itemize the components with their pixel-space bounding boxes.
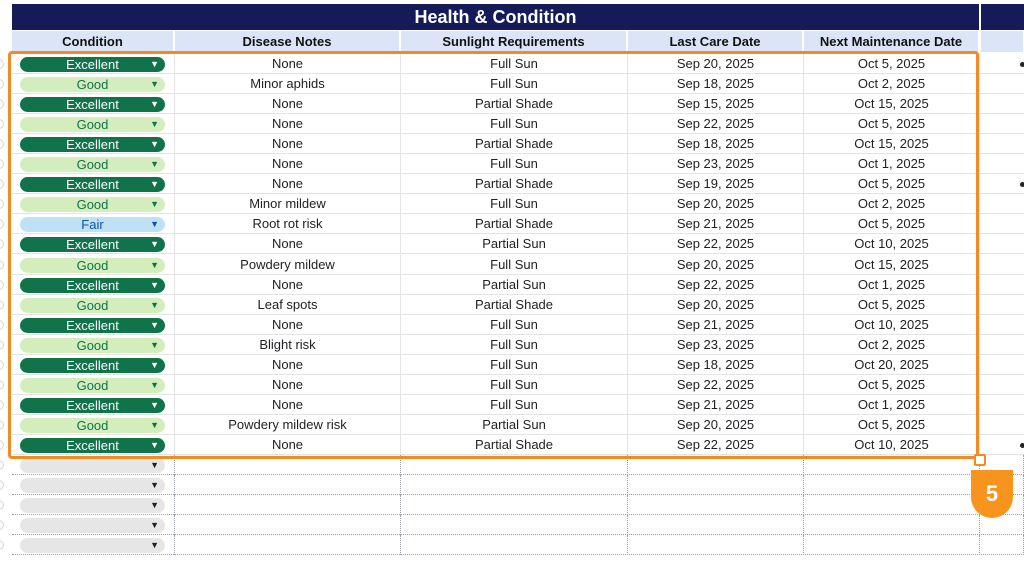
chevron-down-icon[interactable]: ▼ xyxy=(150,259,159,270)
next-maintenance-date-cell[interactable]: Oct 10, 2025 xyxy=(804,315,980,335)
sunlight-cell[interactable]: Full Sun xyxy=(401,395,628,415)
condition-dropdown[interactable] xyxy=(20,177,165,192)
condition-cell[interactable] xyxy=(12,435,175,455)
next-maintenance-date-cell[interactable]: Oct 5, 2025 xyxy=(804,214,980,234)
condition-value: Excellent xyxy=(66,177,119,193)
row-marker-icon xyxy=(0,99,4,109)
disease-notes-cell[interactable]: None xyxy=(175,435,401,455)
chevron-down-icon[interactable]: ▼ xyxy=(150,59,159,69)
condition-value: Excellent xyxy=(66,317,119,333)
table-row xyxy=(12,375,1024,395)
condition-cell[interactable] xyxy=(12,94,175,114)
chevron-down-icon[interactable]: ▼ xyxy=(150,540,159,551)
header-next-maintenance-date[interactable]: Next Maintenance Date xyxy=(804,31,979,52)
disease-notes-cell[interactable]: Minor aphids xyxy=(175,74,401,94)
condition-cell[interactable] xyxy=(12,214,175,234)
chevron-down-icon[interactable]: ▼ xyxy=(150,460,159,470)
next-column-cell[interactable] xyxy=(981,435,1024,455)
next-column-cell[interactable] xyxy=(981,134,1024,154)
table-row xyxy=(12,214,1024,234)
chevron-down-icon[interactable]: ▼ xyxy=(150,439,159,450)
last-care-date-cell[interactable]: Sep 23, 2025 xyxy=(628,154,804,174)
condition-dropdown[interactable] xyxy=(20,458,165,473)
next-maintenance-date-cell[interactable]: Oct 2, 2025 xyxy=(804,74,980,94)
condition-value: Good xyxy=(76,297,109,313)
last-care-date-cell[interactable]: Sep 15, 2025 xyxy=(628,94,804,114)
row-marker-icon xyxy=(0,119,4,129)
next-maintenance-date-cell[interactable]: Oct 1, 2025 xyxy=(804,275,980,295)
row-marker-icon xyxy=(0,340,4,350)
condition-dropdown[interactable] xyxy=(20,478,165,493)
last-care-date-cell[interactable]: Sep 21, 2025 xyxy=(628,315,804,335)
row-marker-icon xyxy=(0,360,4,370)
table-row xyxy=(12,255,1024,275)
condition-value: Fair xyxy=(81,217,104,233)
next-maintenance-date-cell[interactable]: Oct 5, 2025 xyxy=(804,295,980,315)
section-title-next xyxy=(981,4,1024,30)
condition-dropdown[interactable] xyxy=(20,197,165,212)
sunlight-cell[interactable]: Full Sun xyxy=(401,335,628,355)
chevron-down-icon[interactable]: ▼ xyxy=(150,219,159,230)
table-row xyxy=(12,54,1024,74)
next-column-cell[interactable] xyxy=(981,275,1024,295)
disease-notes-cell[interactable]: None xyxy=(175,355,401,375)
condition-dropdown[interactable] xyxy=(20,217,165,232)
row-marker-icon xyxy=(0,139,4,149)
next-column-cell[interactable] xyxy=(981,54,1024,74)
disease-notes-cell[interactable] xyxy=(175,475,401,495)
condition-cell[interactable] xyxy=(12,54,175,74)
sunlight-cell[interactable]: Full Sun xyxy=(401,255,628,275)
overflow-marker-icon xyxy=(1020,182,1024,187)
empty-table-row xyxy=(12,535,1024,555)
next-maintenance-date-cell[interactable]: Oct 2, 2025 xyxy=(804,335,980,355)
empty-table-row xyxy=(12,515,1024,535)
next-column-cell[interactable] xyxy=(981,74,1024,94)
condition-value: Excellent xyxy=(66,57,119,72)
condition-value: Good xyxy=(76,337,109,353)
condition-value: Excellent xyxy=(66,137,119,153)
condition-dropdown[interactable] xyxy=(20,498,165,513)
condition-dropdown[interactable] xyxy=(20,538,165,553)
header-last-care-date[interactable]: Last Care Date xyxy=(628,31,803,52)
condition-cell[interactable] xyxy=(12,395,175,415)
next-maintenance-date-cell[interactable]: Oct 2, 2025 xyxy=(804,194,980,214)
next-column-cell[interactable] xyxy=(981,335,1024,355)
sunlight-cell[interactable] xyxy=(401,455,628,475)
next-maintenance-date-cell[interactable] xyxy=(804,535,980,555)
row-marker-icon xyxy=(0,500,4,510)
sunlight-cell[interactable]: Partial Shade xyxy=(401,134,628,154)
disease-notes-cell[interactable]: None xyxy=(175,154,401,174)
sunlight-cell[interactable]: Full Sun xyxy=(401,154,628,174)
last-care-date-cell[interactable]: Sep 20, 2025 xyxy=(628,194,804,214)
next-column-cell[interactable] xyxy=(981,295,1024,315)
empty-table-row xyxy=(12,495,1024,515)
sunlight-cell[interactable] xyxy=(401,515,628,535)
table-row xyxy=(12,335,1024,355)
next-column-cell[interactable] xyxy=(981,94,1024,114)
disease-notes-cell[interactable]: None xyxy=(175,275,401,295)
table-row xyxy=(12,415,1024,435)
condition-dropdown[interactable] xyxy=(20,237,165,252)
condition-dropdown[interactable] xyxy=(20,418,165,433)
disease-notes-cell[interactable] xyxy=(175,495,401,515)
sunlight-cell[interactable] xyxy=(401,475,628,495)
next-maintenance-date-cell[interactable]: Oct 1, 2025 xyxy=(804,154,980,174)
table-row xyxy=(12,174,1024,194)
condition-cell[interactable] xyxy=(12,315,175,335)
next-column-cell[interactable] xyxy=(981,375,1024,395)
last-care-date-cell[interactable]: Sep 18, 2025 xyxy=(628,74,804,94)
sunlight-cell[interactable]: Partial Sun xyxy=(401,275,628,295)
next-column-cell[interactable] xyxy=(981,174,1024,194)
row-marker-icon xyxy=(0,400,4,410)
overflow-marker-icon xyxy=(1020,62,1024,67)
next-maintenance-date-cell[interactable]: Oct 5, 2025 xyxy=(804,114,980,134)
left-column-edge xyxy=(0,52,12,566)
row-marker-icon xyxy=(0,440,4,450)
table-row xyxy=(12,275,1024,295)
sunlight-cell[interactable]: Full Sun xyxy=(401,194,628,214)
next-maintenance-date-cell[interactable] xyxy=(804,515,980,535)
last-care-date-cell[interactable] xyxy=(628,495,804,515)
condition-dropdown[interactable] xyxy=(20,278,165,293)
disease-notes-cell[interactable]: None xyxy=(175,134,401,154)
condition-cell[interactable] xyxy=(12,415,175,435)
condition-cell[interactable] xyxy=(12,375,175,395)
next-column-cell[interactable] xyxy=(981,114,1024,134)
sunlight-cell[interactable]: Full Sun xyxy=(401,74,628,94)
header-disease-notes[interactable]: Disease Notes xyxy=(175,31,400,52)
table-row xyxy=(12,435,1024,455)
disease-notes-cell[interactable]: Blight risk xyxy=(175,335,401,355)
condition-cell[interactable] xyxy=(12,475,175,495)
row-marker-icon xyxy=(0,179,4,189)
last-care-date-cell[interactable]: Sep 20, 2025 xyxy=(628,54,804,74)
last-care-date-cell[interactable]: Sep 22, 2025 xyxy=(628,114,804,134)
last-care-date-cell[interactable]: Sep 20, 2025 xyxy=(628,295,804,315)
condition-cell[interactable] xyxy=(12,174,175,194)
condition-cell[interactable] xyxy=(12,535,175,555)
sunlight-cell[interactable]: Partial Shade xyxy=(401,94,628,114)
chevron-down-icon[interactable]: ▼ xyxy=(150,159,159,170)
last-care-date-cell[interactable]: Sep 19, 2025 xyxy=(628,174,804,194)
condition-value: Excellent xyxy=(66,437,119,453)
chevron-down-icon[interactable]: ▼ xyxy=(150,279,159,290)
chevron-down-icon[interactable]: ▼ xyxy=(150,79,159,90)
next-column-cell[interactable] xyxy=(981,535,1024,555)
disease-notes-cell[interactable]: None xyxy=(175,174,401,194)
last-care-date-cell[interactable]: Sep 21, 2025 xyxy=(628,214,804,234)
sunlight-cell[interactable]: Full Sun xyxy=(401,54,628,74)
chevron-down-icon[interactable]: ▼ xyxy=(150,139,159,150)
disease-notes-cell[interactable] xyxy=(175,535,401,555)
empty-table-row xyxy=(12,475,1024,495)
row-marker-icon xyxy=(0,260,4,270)
chevron-down-icon[interactable]: ▼ xyxy=(150,299,159,310)
next-column-cell[interactable] xyxy=(981,395,1024,415)
next-column-cell[interactable] xyxy=(981,214,1024,234)
disease-notes-cell[interactable]: None xyxy=(175,94,401,114)
condition-dropdown[interactable] xyxy=(20,518,165,533)
last-care-date-cell[interactable]: Sep 23, 2025 xyxy=(628,335,804,355)
row-marker-icon xyxy=(0,520,4,530)
chevron-down-icon[interactable]: ▼ xyxy=(150,419,159,430)
row-marker-icon xyxy=(0,219,4,229)
condition-dropdown[interactable] xyxy=(20,258,165,273)
condition-dropdown[interactable] xyxy=(20,318,165,333)
table-row xyxy=(12,74,1024,94)
disease-notes-cell[interactable]: None xyxy=(175,54,401,74)
next-maintenance-date-cell[interactable]: Oct 15, 2025 xyxy=(804,134,980,154)
chevron-down-icon[interactable]: ▼ xyxy=(150,359,159,370)
chevron-down-icon[interactable]: ▼ xyxy=(150,319,159,330)
condition-cell[interactable] xyxy=(12,455,175,475)
condition-cell[interactable] xyxy=(12,234,175,254)
condition-cell[interactable] xyxy=(12,335,175,355)
next-maintenance-date-cell[interactable] xyxy=(804,455,980,475)
chevron-down-icon[interactable]: ▼ xyxy=(150,239,159,250)
last-care-date-cell[interactable] xyxy=(628,455,804,475)
disease-notes-cell[interactable]: Powdery mildew risk xyxy=(175,415,401,435)
chevron-down-icon[interactable]: ▼ xyxy=(150,339,159,350)
row-marker-icon xyxy=(0,540,4,550)
annotation-badge: 5 xyxy=(971,470,1013,518)
condition-value: Good xyxy=(76,377,109,393)
condition-cell[interactable] xyxy=(12,194,175,214)
last-care-date-cell[interactable]: Sep 22, 2025 xyxy=(628,375,804,395)
condition-cell[interactable] xyxy=(12,154,175,174)
condition-cell[interactable] xyxy=(12,275,175,295)
disease-notes-cell[interactable]: Leaf spots xyxy=(175,295,401,315)
next-maintenance-date-cell[interactable] xyxy=(804,475,980,495)
next-maintenance-date-cell[interactable]: Oct 15, 2025 xyxy=(804,94,980,114)
next-maintenance-date-cell[interactable]: Oct 5, 2025 xyxy=(804,174,980,194)
next-column-cell[interactable] xyxy=(981,515,1024,535)
next-maintenance-date-cell[interactable]: Oct 5, 2025 xyxy=(804,54,980,74)
chevron-down-icon[interactable]: ▼ xyxy=(150,500,159,511)
header-sunlight[interactable]: Sunlight Requirements xyxy=(401,31,627,52)
row-marker-icon xyxy=(0,239,4,249)
condition-dropdown[interactable] xyxy=(20,378,165,393)
last-care-date-cell[interactable]: Sep 22, 2025 xyxy=(628,435,804,455)
disease-notes-cell[interactable]: None xyxy=(175,375,401,395)
section-title: Health & Condition xyxy=(12,4,979,30)
condition-value: Excellent xyxy=(66,277,119,293)
next-maintenance-date-cell[interactable]: Oct 15, 2025 xyxy=(804,255,980,275)
next-maintenance-date-cell[interactable]: Oct 10, 2025 xyxy=(804,234,980,254)
disease-notes-cell[interactable] xyxy=(175,515,401,535)
disease-notes-cell[interactable]: Root rot risk xyxy=(175,214,401,234)
next-column-cell[interactable] xyxy=(981,255,1024,275)
condition-dropdown[interactable] xyxy=(20,77,165,92)
condition-value: Excellent xyxy=(66,97,119,113)
condition-dropdown[interactable] xyxy=(20,157,165,172)
condition-cell[interactable] xyxy=(12,515,175,535)
header-next-column[interactable] xyxy=(981,31,1024,52)
condition-cell[interactable] xyxy=(12,114,175,134)
condition-cell[interactable] xyxy=(12,355,175,375)
table-row xyxy=(12,194,1024,214)
next-column-cell[interactable] xyxy=(981,415,1024,435)
row-marker-icon xyxy=(0,280,4,290)
last-care-date-cell[interactable]: Sep 20, 2025 xyxy=(628,255,804,275)
row-marker-icon xyxy=(0,420,4,430)
last-care-date-cell[interactable] xyxy=(628,515,804,535)
sunlight-cell[interactable]: Partial Sun xyxy=(401,234,628,254)
row-marker-icon xyxy=(0,199,4,209)
last-care-date-cell[interactable]: Sep 21, 2025 xyxy=(628,395,804,415)
last-care-date-cell[interactable]: Sep 22, 2025 xyxy=(628,234,804,254)
condition-dropdown[interactable] xyxy=(20,57,165,72)
selection-resize-handle[interactable] xyxy=(974,454,986,466)
table-row xyxy=(12,134,1024,154)
next-maintenance-date-cell[interactable]: Oct 5, 2025 xyxy=(804,375,980,395)
condition-value: Good xyxy=(76,117,109,133)
condition-cell[interactable] xyxy=(12,134,175,154)
sunlight-cell[interactable] xyxy=(401,495,628,515)
table-row xyxy=(12,234,1024,254)
row-marker-icon xyxy=(0,300,4,310)
last-care-date-cell[interactable] xyxy=(628,475,804,495)
table-row xyxy=(12,114,1024,134)
condition-dropdown[interactable] xyxy=(20,298,165,313)
condition-cell[interactable] xyxy=(12,74,175,94)
condition-dropdown[interactable] xyxy=(20,398,165,413)
condition-dropdown[interactable] xyxy=(20,358,165,373)
condition-dropdown[interactable] xyxy=(20,117,165,132)
table-row xyxy=(12,94,1024,114)
condition-value: Good xyxy=(76,157,109,173)
next-maintenance-date-cell[interactable] xyxy=(804,495,980,515)
empty-table-row xyxy=(12,455,1024,475)
header-condition[interactable]: Condition xyxy=(12,31,174,52)
next-column-cell[interactable] xyxy=(981,315,1024,335)
sunlight-cell[interactable]: Partial Shade xyxy=(401,214,628,234)
sunlight-cell[interactable]: Full Sun xyxy=(401,355,628,375)
table-row xyxy=(12,295,1024,315)
condition-dropdown[interactable] xyxy=(20,338,165,353)
disease-notes-cell[interactable]: None xyxy=(175,114,401,134)
condition-dropdown[interactable] xyxy=(20,97,165,112)
row-marker-icon xyxy=(0,460,4,470)
sunlight-cell[interactable]: Full Sun xyxy=(401,375,628,395)
sunlight-cell[interactable]: Partial Shade xyxy=(401,174,628,194)
row-marker-icon xyxy=(0,480,4,490)
row-marker-icon xyxy=(0,380,4,390)
condition-dropdown[interactable] xyxy=(20,438,165,453)
chevron-down-icon[interactable]: ▼ xyxy=(150,480,159,491)
last-care-date-cell[interactable]: Sep 18, 2025 xyxy=(628,355,804,375)
next-column-cell[interactable] xyxy=(981,234,1024,254)
row-marker-icon xyxy=(0,59,4,69)
table-row xyxy=(12,355,1024,375)
sunlight-cell[interactable]: Full Sun xyxy=(401,114,628,134)
chevron-down-icon[interactable]: ▼ xyxy=(150,399,159,410)
table-row xyxy=(12,154,1024,174)
disease-notes-cell[interactable]: Powdery mildew xyxy=(175,255,401,275)
last-care-date-cell[interactable]: Sep 20, 2025 xyxy=(628,415,804,435)
chevron-down-icon[interactable]: ▼ xyxy=(150,99,159,110)
row-marker-icon xyxy=(0,320,4,330)
sunlight-cell[interactable] xyxy=(401,535,628,555)
sunlight-cell[interactable]: Partial Shade xyxy=(401,435,628,455)
row-marker-icon xyxy=(0,159,4,169)
condition-dropdown[interactable] xyxy=(20,137,165,152)
condition-value: Good xyxy=(76,77,109,93)
disease-notes-cell[interactable] xyxy=(175,455,401,475)
chevron-down-icon[interactable]: ▼ xyxy=(150,179,159,190)
next-maintenance-date-cell[interactable]: Oct 1, 2025 xyxy=(804,395,980,415)
condition-value: Good xyxy=(76,257,109,273)
chevron-down-icon[interactable]: ▼ xyxy=(150,199,159,210)
condition-value: Excellent xyxy=(66,237,119,253)
condition-value: Good xyxy=(76,417,109,433)
condition-value: Excellent xyxy=(66,397,119,413)
next-maintenance-date-cell[interactable]: Oct 5, 2025 xyxy=(804,415,980,435)
disease-notes-cell[interactable]: None xyxy=(175,315,401,335)
next-column-cell[interactable] xyxy=(981,194,1024,214)
next-maintenance-date-cell[interactable]: Oct 10, 2025 xyxy=(804,435,980,455)
chevron-down-icon[interactable]: ▼ xyxy=(150,379,159,390)
overflow-marker-icon xyxy=(1020,443,1024,448)
row-marker-icon xyxy=(0,79,4,89)
chevron-down-icon[interactable]: ▼ xyxy=(150,520,159,531)
condition-cell[interactable] xyxy=(12,495,175,515)
sunlight-cell[interactable]: Full Sun xyxy=(401,315,628,335)
table-row xyxy=(12,315,1024,335)
last-care-date-cell[interactable]: Sep 22, 2025 xyxy=(628,275,804,295)
condition-value: Good xyxy=(76,197,109,213)
disease-notes-cell[interactable]: Minor mildew xyxy=(175,194,401,214)
condition-cell[interactable] xyxy=(12,295,175,315)
condition-cell[interactable] xyxy=(12,255,175,275)
disease-notes-cell[interactable]: None xyxy=(175,395,401,415)
chevron-down-icon[interactable]: ▼ xyxy=(150,119,159,130)
next-column-cell[interactable] xyxy=(981,154,1024,174)
next-maintenance-date-cell[interactable]: Oct 20, 2025 xyxy=(804,355,980,375)
next-column-cell[interactable] xyxy=(981,355,1024,375)
last-care-date-cell[interactable] xyxy=(628,535,804,555)
sunlight-cell[interactable]: Partial Sun xyxy=(401,415,628,435)
table-row xyxy=(12,395,1024,415)
last-care-date-cell[interactable]: Sep 18, 2025 xyxy=(628,134,804,154)
disease-notes-cell[interactable]: None xyxy=(175,234,401,254)
condition-value: Excellent xyxy=(66,357,119,373)
sunlight-cell[interactable]: Partial Shade xyxy=(401,295,628,315)
